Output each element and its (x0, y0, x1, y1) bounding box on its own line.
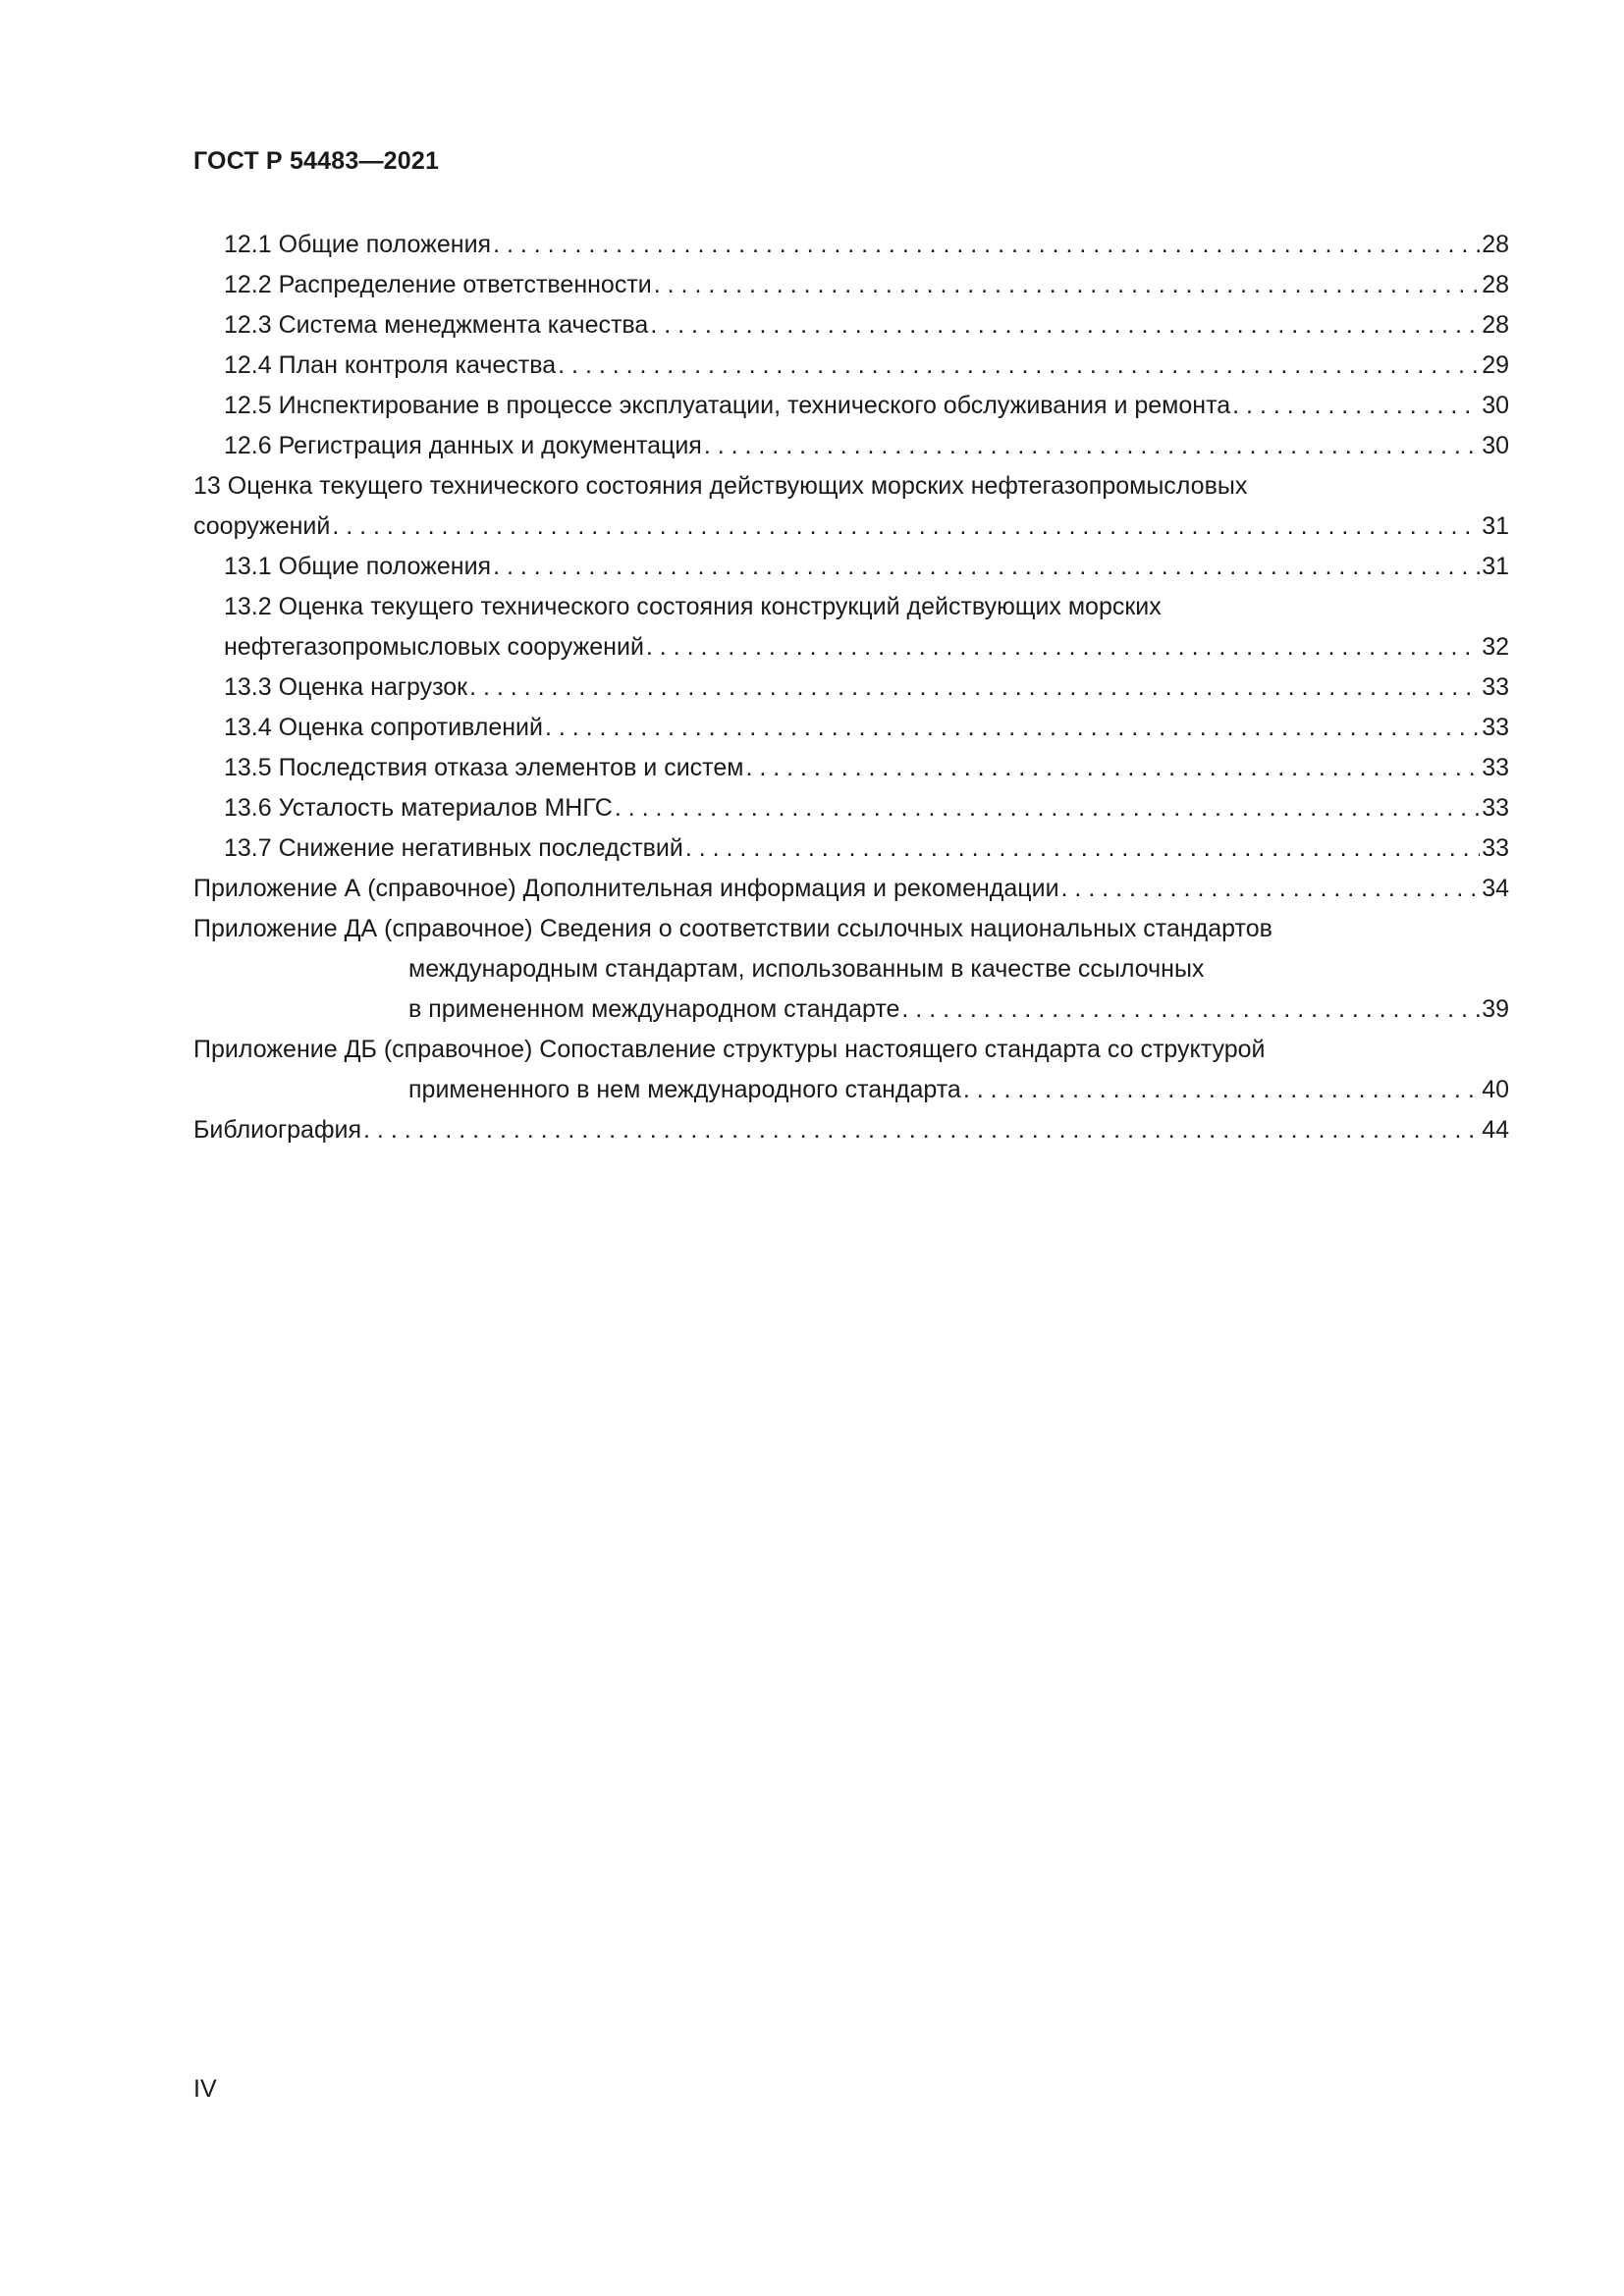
toc-entry-13-2[interactable] (193, 587, 1509, 667)
toc-entry-12-2[interactable] (193, 265, 1509, 305)
toc-leader-dots (558, 346, 1480, 386)
toc-leader-dots (363, 1110, 1480, 1150)
toc-page-number: 28 (1482, 311, 1509, 339)
toc-entry-title: 12.6 Регистрация данных и документация (224, 432, 702, 459)
toc-entry-title: 12.2 Распределение ответственности (224, 271, 652, 298)
toc-page-number: 31 (1482, 553, 1509, 580)
toc-leader-dots (650, 305, 1480, 346)
toc-page-number: 44 (1482, 1116, 1509, 1144)
toc-entry-title: 13.3 Оценка нагрузок (224, 673, 468, 701)
toc-entry-title: 12.1 Общие положения (224, 231, 492, 258)
toc-page-number: 28 (1482, 231, 1509, 258)
toc-page-number: 32 (1482, 633, 1509, 661)
toc-leader-dots (1232, 386, 1480, 426)
toc-entry-appendix-a[interactable] (193, 869, 1509, 909)
toc-entry-13-1[interactable] (193, 547, 1509, 587)
toc-leader-dots (493, 547, 1480, 587)
toc-entry-bibliography[interactable] (193, 1110, 1509, 1150)
toc-entry-12-3[interactable] (193, 305, 1509, 346)
toc-page-number: 33 (1482, 714, 1509, 741)
toc-entry-12-6[interactable] (193, 426, 1509, 466)
toc-entry-appendix-da[interactable] (193, 909, 1509, 1030)
toc-entry-title-line: нефтегазопромысловых сооружений (224, 633, 644, 661)
toc-page-number: 34 (1482, 875, 1509, 902)
toc-leader-dots (704, 426, 1480, 466)
toc-leader-dots (545, 708, 1480, 748)
toc-page-number: 33 (1482, 754, 1509, 781)
toc-leader-dots (646, 627, 1480, 667)
toc-entry-title-line: международным стандартам, использованным в качестве ссылочных (408, 955, 1205, 983)
toc-entry-13-3[interactable] (193, 667, 1509, 708)
toc-entry-title: 13.6 Усталость материалов МНГС (224, 794, 613, 822)
toc-entry-title: 13.7 Снижение негативных последствий (224, 834, 683, 862)
toc-entry-title-line: в примененном международном стандарте (408, 995, 900, 1023)
toc-leader-dots (615, 788, 1480, 828)
toc-entry-13-5[interactable] (193, 748, 1509, 788)
toc-entry-12-5[interactable] (193, 386, 1509, 426)
toc-entry-title: 13.1 Общие положения (224, 553, 492, 580)
table-of-contents (193, 225, 1509, 1150)
toc-entry-12-4[interactable] (193, 346, 1509, 386)
toc-leader-dots (332, 507, 1480, 547)
toc-entry-title-line: примененного в нем международного стандарта (408, 1076, 961, 1103)
toc-entry-title: 12.5 Инспектирование в процессе эксплуатации, технического обслуживания и ремонта (224, 392, 1231, 419)
toc-entry-12-1[interactable] (193, 225, 1509, 265)
toc-leader-dots (963, 1070, 1480, 1110)
toc-page-number: 40 (1482, 1076, 1509, 1103)
toc-entry-13[interactable] (193, 466, 1509, 547)
page-number-footer: IV (193, 2075, 217, 2103)
toc-appendix-prefix: Приложение ДБ (справочное) (193, 1036, 540, 1063)
toc-page-number: 30 (1482, 392, 1509, 419)
toc-leader-dots (1061, 869, 1481, 909)
toc-entry-title-line: Сопоставление структуры настоящего стандарта со структурой (539, 1036, 1266, 1063)
toc-leader-dots (901, 989, 1480, 1030)
toc-entry-title-line: 13.2 Оценка текущего технического состояния конструкций действующих морских (224, 593, 1162, 620)
toc-leader-dots (745, 748, 1480, 788)
toc-entry-title-line: Сведения о соответствии ссылочных национальных стандартов (539, 915, 1272, 942)
toc-entry-title: Приложение А (справочное) Дополнительная информация и рекомендации (193, 875, 1059, 902)
toc-page-number: 39 (1482, 995, 1509, 1023)
toc-entry-appendix-db[interactable] (193, 1030, 1509, 1110)
toc-entry-13-4[interactable] (193, 708, 1509, 748)
toc-entry-13-6[interactable] (193, 788, 1509, 828)
toc-leader-dots (493, 225, 1480, 265)
toc-entry-title: 13.4 Оценка сопротивлений (224, 714, 543, 741)
toc-entry-title: Библиография (193, 1116, 362, 1144)
toc-entry-title: 12.4 План контроля качества (224, 351, 557, 379)
toc-page-number: 29 (1482, 351, 1509, 379)
document-header: ГОСТ Р 54483—2021 (193, 147, 440, 175)
toc-leader-dots (469, 667, 1480, 708)
toc-leader-dots (685, 828, 1480, 869)
toc-page-number: 28 (1482, 271, 1509, 298)
toc-entry-title-line: сооружений (193, 512, 331, 540)
toc-page-number: 33 (1482, 794, 1509, 822)
toc-page-number: 31 (1482, 512, 1509, 540)
toc-entry-title: 12.3 Система менеджмента качества (224, 311, 649, 339)
toc-entry-13-7[interactable] (193, 828, 1509, 869)
toc-entry-title-line: 13 Оценка текущего технического состояния действующих морских нефтегазопромысловых (193, 472, 1248, 500)
toc-page-number: 33 (1482, 834, 1509, 862)
toc-page-number: 33 (1482, 673, 1509, 701)
toc-leader-dots (654, 265, 1480, 305)
toc-page-number: 30 (1482, 432, 1509, 459)
toc-entry-title: 13.5 Последствия отказа элементов и систем (224, 754, 744, 781)
toc-appendix-prefix: Приложение ДА (справочное) (193, 915, 540, 942)
